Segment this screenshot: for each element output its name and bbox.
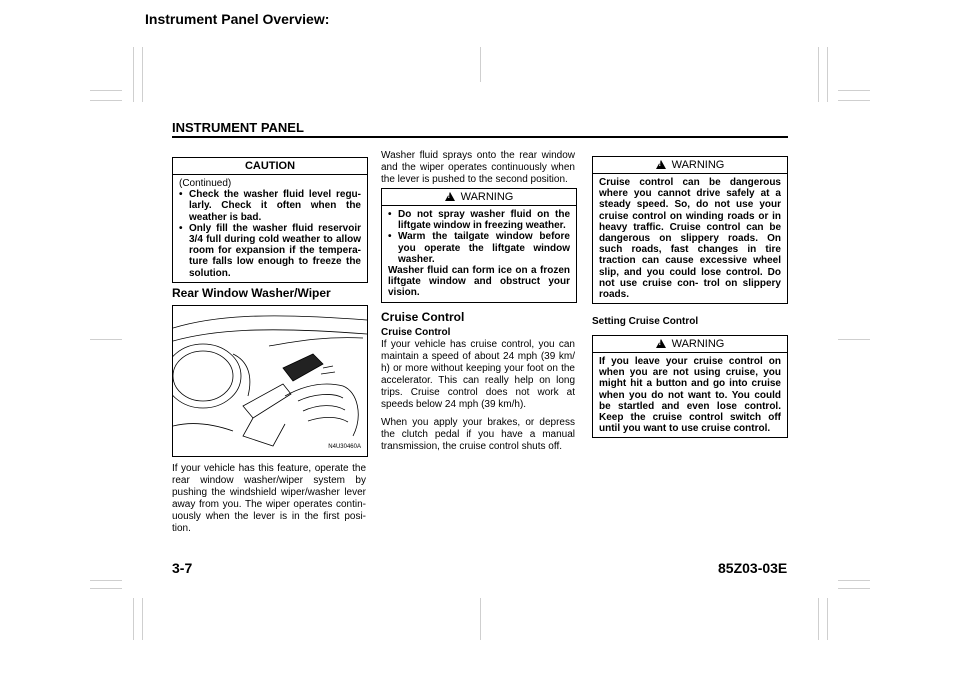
page-number: 3-7 [172,560,193,576]
caution-box [172,157,368,283]
bullet-icon: • [388,231,392,243]
cruise-paragraph-2: When you apply your brakes, or depress the clutch pedal if you have a manual transmission, the cruise control shuts off. [381,417,575,452]
warning-triangle-icon [445,192,455,201]
cruise-warning-title-2: !WARNING [593,336,787,353]
crop-mark [818,47,819,102]
rear-washer-heading: Rear Window Washer/Wiper [172,286,331,300]
cruise-control-subheading: Cruise Control [381,327,451,338]
crop-mark [90,339,122,340]
crop-mark [133,47,134,102]
warning-item: • Warm the tailgate window before you operate the liftgate window washer. [388,231,570,265]
cruise-paragraph-1: If your vehicle has cruise control, you can maintain a speed of about 24 mph (39 km/ h) or more without keeping your foot on the accelerator. This can really help on long trips. Cruise control does not work at speeds below 24 mph (39 km/h). [381,339,575,410]
document-code: 85Z03-03E [718,560,788,576]
header-rule [172,136,788,138]
crop-mark [90,100,122,101]
crop-mark [838,90,870,91]
crop-mark [827,598,828,640]
crop-mark [838,339,870,340]
cruise-warning-box-2 [592,335,788,438]
cruise-warning-body-2: If you leave your cruise control on when you are not using cruise, you might hit a button and go into cruise when you do not want to. You could be startled and even lose control. Keep the cruise control switch off until you want to use cruise control. [599,356,781,435]
crop-mark [142,47,143,102]
crop-mark [90,90,122,91]
crop-mark [827,47,828,102]
washer-warning-title: !WARNING [382,189,576,206]
crop-mark [818,598,819,640]
caution-continued: (Continued) [179,178,232,189]
crop-mark [838,588,870,589]
washer-warning-body [382,206,576,302]
cruise-warning-body-1: Cruise control can be dangerous where you cannot drive safely at a steady speed. So, do not use your cruise control on winding roads or in heavy traffic. Cruise control can be dangerous on slippery roads. On such roads, fast changes in tire traction can cause excessive wheel slip, and you could lose control. Do not use cruise con- trol on slippery roads. [599,177,781,301]
washer-warning-box [381,188,577,303]
crop-mark [90,588,122,589]
overview-title: Instrument Panel Overview: [145,11,330,27]
crop-mark [480,598,481,640]
crop-mark [90,580,122,581]
caution-item: • Check the washer fluid level regu- larly. Check it often when the weather is bad. [179,189,361,223]
bullet-icon: • [388,209,392,220]
figure-code: N4U30460A [328,444,361,450]
crop-mark [838,580,870,581]
cruise-warning-box-1 [592,156,788,304]
crop-mark [133,598,134,640]
caution-item: • Only fill the washer fluid reservoir 3/4 full during cold weather to allow room for expansion if the tempera- ture falls low enough to freeze the solution. [179,222,361,279]
warning-triangle-icon [656,160,666,169]
warning-item: • Do not spray washer fluid on the liftgate window in freezing weather. [388,209,570,232]
section-title: INSTRUMENT PANEL [172,120,304,135]
bullet-icon: • [179,222,183,234]
caution-body [173,175,367,282]
caution-title: CAUTION [173,158,367,175]
cruise-control-text [381,327,575,453]
crop-mark [480,47,481,82]
wiper-lever-illustration [172,305,368,457]
rear-washer-paragraph: If your vehicle has this feature, operate the rear window washer/wiper system by pushing the windshield wiper/washer lever away from you. The wiper operates contin- uously when the lever is in the first posi- tion. [172,463,366,534]
warning-note: Washer fluid can form ice on a frozen liftgate window and obstruct your vision. [388,265,570,299]
wiper-lever-drawing [173,306,367,456]
warning-triangle-icon [656,339,666,348]
cruise-warning-title-1: !WARNING [593,157,787,174]
washer-spray-paragraph: Washer fluid sprays onto the rear window and the wiper operates continuously when the lever is pushed to the second position. [381,150,575,185]
crop-mark [142,598,143,640]
crop-mark [838,100,870,101]
setting-cruise-heading: Setting Cruise Control [592,316,699,327]
cruise-control-heading: Cruise Control [381,310,465,324]
bullet-icon: • [179,189,183,201]
